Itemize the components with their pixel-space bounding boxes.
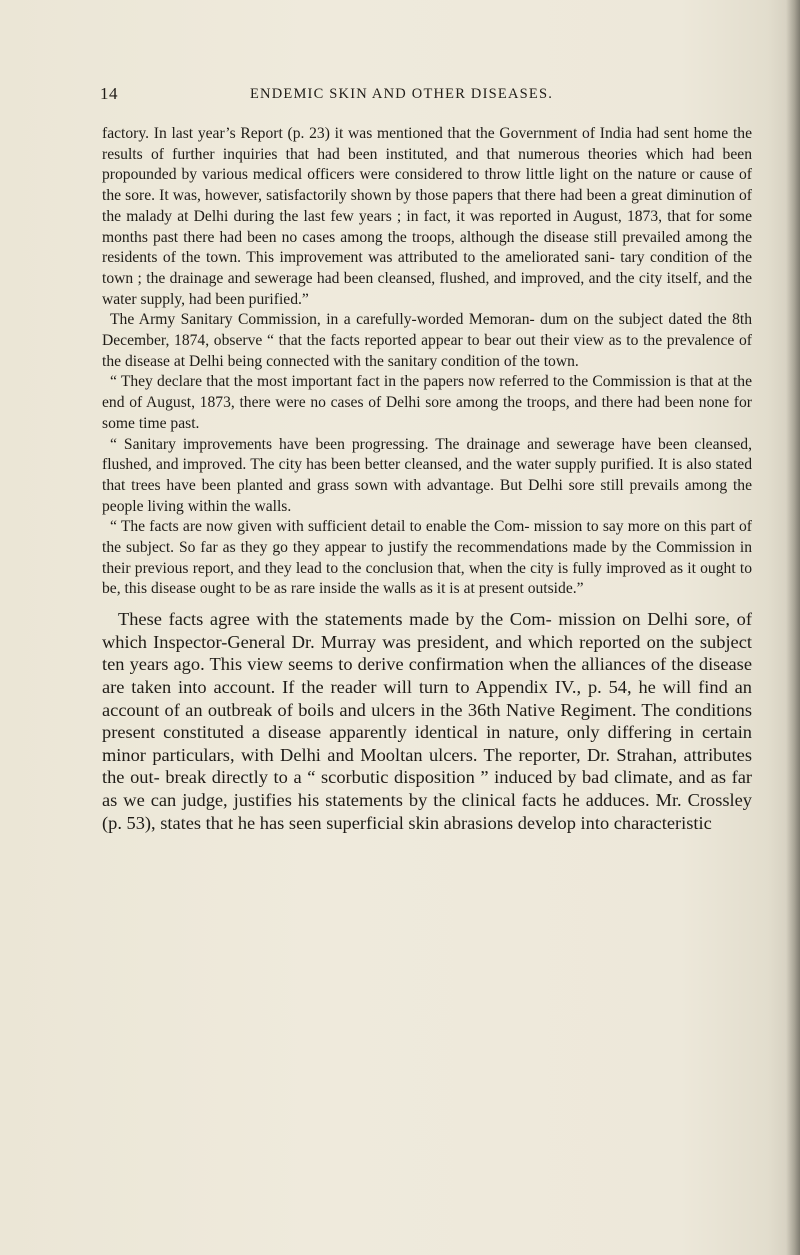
body-text	[102, 124, 752, 834]
paragraph-main-text: These facts agree with the statements made by the Com- mission on Delhi sore, of which Inspector-General Dr. Murray was president, and which reported on the subject ten years ago. This view seems to derive confirmation when the alliances of the disease are taken into account. If the reader will turn to Appendix IV., p. 54, he will find an account of an outbreak of boils and ulcers in the 36th Native Regiment. The conditions present constituted a disease apparently identical in nature, only differing in certain minor particulars, with Delhi and Mooltan ulcers. The reporter, Dr. Strahan, attributes the out- break directly to a “ scorbutic disposition ” induced by bad climate, and as far as we can judge, justifies his statements by the clinical facts he adduces. Mr. Crossley (p. 53), states that he has seen superficial skin abrasions develop into characteristic	[102, 609, 752, 833]
page-number: 14	[100, 84, 118, 103]
paragraph-quote-declare: “ They declare that the most important fact in the papers now referred to the Commission is that at the end of August, 1873, there were no cases of Delhi sore among the troops, and there had been none for some time past.	[102, 373, 752, 432]
paragraph-quote-improvements: “ Sanitary improvements have been progressing. The drainage and sewerage have been cleansed, flushed, and improved. The city has been better cleansed, and the water supply purified. It is also stated that trees have been planted and grass sown with advantage. But Delhi sore still prevails among the people living within the walls.	[102, 435, 752, 515]
paragraph-quote-facts: “ The facts are now given with sufficient detail to enable the Com- mission to say more on this part of the subject. So far as they go they appear to justify the recommendations made by the Commission in their previous report, and they lead to the conclusion that, when the city is fully improved as it ought to be, this disease ought to be as rare inside the walls as it is at present outside.”	[102, 518, 752, 598]
page-edge-shadow	[786, 0, 800, 1255]
running-head: ENDEMIC SKIN AND OTHER DISEASES.	[250, 86, 554, 102]
page-header	[100, 84, 748, 108]
paragraph-sanitary-commission: The Army Sanitary Commission, in a carefully-worded Memoran- dum on the subject dated the 8th December, 1874, observe “ that the facts reported appear to bear out their view as to the prevalence of the disease at Delhi being connected with the sanitary condition of the town.	[102, 311, 752, 370]
paragraph-quote-continued: factory. In last year’s Report (p. 23) it was mentioned that the Government of India had sent home the results of further inquiries that had been instituted, and that numerous theories which had been propounded by various medical officers were considered to throw little light on the nature or cause of the sore. It was, however, satisfactorily shown by those papers that there had been a great diminution of the malady at Delhi during the last few years ; in fact, it was reported in August, 1873, that for some months past there had been no cases among the troops, although the disease still prevailed among the residents of the town. This improvement was attributed to the ameliorated sani- tary condition of the town ; the drainage and sewerage had been cleansed, flushed, and improved, and the city itself, and the water supply, had been purified.”	[102, 125, 752, 308]
